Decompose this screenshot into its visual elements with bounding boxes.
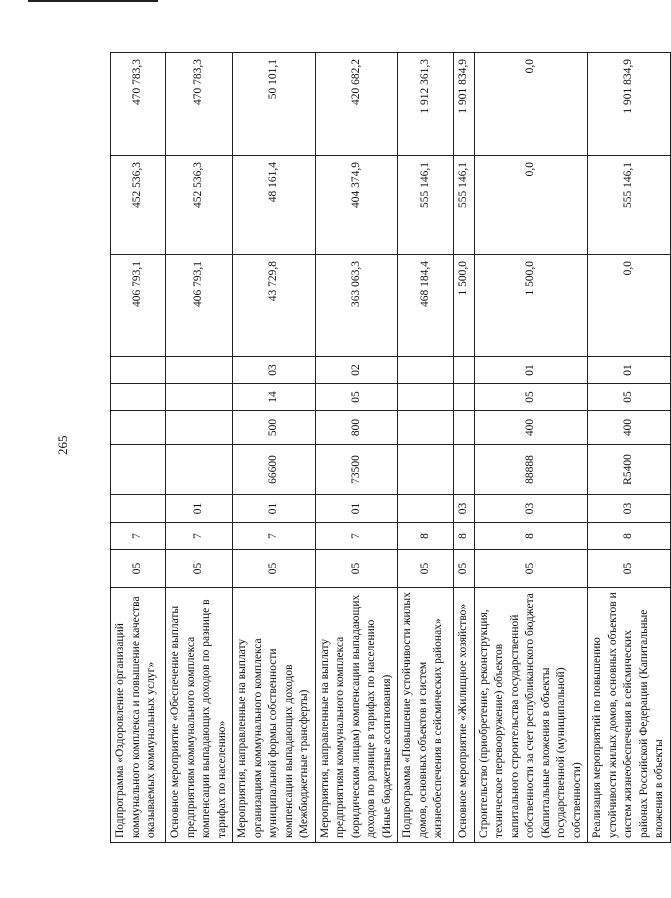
- amount-year1-cell: 406 793,1: [111, 255, 166, 357]
- subprogram-code-cell: 01: [233, 495, 316, 523]
- amount-year3-cell: 1 912 361,3: [398, 53, 454, 156]
- row-name-cell: Мероприятия, направленные на выплату предприятиям коммунального комплекса (юридическим лицам) компенсации выпадающих доходов по разнице в тарифах по населению (Иные бюджетные ассигнования): [315, 588, 398, 843]
- table-row: [588, 53, 671, 843]
- amount-year2-cell: 0,0: [474, 156, 588, 255]
- page-number: 265: [55, 435, 70, 455]
- section-cell: 05: [588, 384, 671, 411]
- program-code-cell: 8: [454, 523, 475, 550]
- section-code-cell: 05: [588, 550, 671, 588]
- expense-type-cell: 500: [233, 411, 316, 445]
- section-code-cell: 05: [474, 550, 588, 588]
- amount-year2-cell: 555 146,1: [588, 156, 671, 255]
- rotated-budget-table-container: [110, 53, 666, 843]
- amount-year1-cell: 363 063,3: [315, 255, 398, 357]
- row-name-cell: Реализация мероприятий по повышению устойчивости жилых домов, основных объектов и систем жизнеобеспечения в сейсмических районах Российской Федерации (Капитальные вложения в объекты: [588, 588, 671, 843]
- expense-type-cell: [111, 411, 166, 445]
- amount-year2-cell: 404 374,9: [315, 156, 398, 255]
- program-code-cell: 8: [588, 523, 671, 550]
- subprogram-code-cell: [111, 495, 166, 523]
- section-code-cell: 05: [111, 550, 166, 588]
- table-row: [315, 53, 398, 843]
- expense-type-cell: 400: [588, 411, 671, 445]
- target-article-cell: 66600: [233, 445, 316, 495]
- row-name-cell: Подпрограмма «Повышение устойчивости жилых домов, основных объектов и систем жизнеобеспечения в сейсмических районах»: [398, 588, 454, 843]
- section-code-cell: 05: [454, 550, 475, 588]
- subprogram-code-cell: 03: [588, 495, 671, 523]
- row-name-cell: Подпрограмма «Оздоровление организаций коммунального комплекса и повышение качества оказываемых коммунальных услуг»: [111, 588, 166, 843]
- expense-type-cell: 800: [315, 411, 398, 445]
- amount-year2-cell: 48 161,4: [233, 156, 316, 255]
- subsection-cell: [454, 357, 475, 384]
- amount-year3-cell: 470 783,3: [111, 53, 166, 156]
- program-code-cell: 7: [111, 523, 166, 550]
- expense-type-cell: 400: [474, 411, 588, 445]
- section-code-cell: 05: [233, 550, 316, 588]
- amount-year2-cell: 452 536,3: [166, 156, 233, 255]
- table-row: [111, 53, 166, 843]
- expense-type-cell: [166, 411, 233, 445]
- program-code-cell: 7: [166, 523, 233, 550]
- subsection-cell: 03: [233, 357, 316, 384]
- section-cell: [398, 384, 454, 411]
- target-article-cell: R5400: [588, 445, 671, 495]
- section-cell: [111, 384, 166, 411]
- row-name-cell: Основное мероприятие «Обеспечение выплаты предприятиям коммунального комплекса компенсации выпадающих доходов по разнице в тарифах по населению»: [166, 588, 233, 843]
- amount-year2-cell: 555 146,1: [398, 156, 454, 255]
- subsection-cell: 02: [315, 357, 398, 384]
- subprogram-code-cell: 03: [474, 495, 588, 523]
- amount-year1-cell: 0,0: [588, 255, 671, 357]
- subprogram-code-cell: [398, 495, 454, 523]
- amount-year3-cell: 420 682,2: [315, 53, 398, 156]
- amount-year3-cell: 470 783,3: [166, 53, 233, 156]
- amount-year1-cell: 43 729,8: [233, 255, 316, 357]
- target-article-cell: 88888: [474, 445, 588, 495]
- target-article-cell: [111, 445, 166, 495]
- section-cell: 05: [474, 384, 588, 411]
- amount-year1-cell: 1 500,0: [454, 255, 475, 357]
- subprogram-code-cell: 01: [315, 495, 398, 523]
- amount-year1-cell: 406 793,1: [166, 255, 233, 357]
- amount-year1-cell: 1 500,0: [474, 255, 588, 357]
- top-edge-line: [28, 0, 158, 2]
- row-name-cell: Основное мероприятие «Жилищное хозяйство»: [454, 588, 475, 843]
- program-code-cell: 8: [398, 523, 454, 550]
- target-article-cell: [454, 445, 475, 495]
- amount-year2-cell: 452 536,3: [111, 156, 166, 255]
- table-row: [454, 53, 475, 843]
- section-cell: 05: [315, 384, 398, 411]
- table-row: [474, 53, 588, 843]
- subsection-cell: 01: [588, 357, 671, 384]
- amount-year1-cell: 468 184,4: [398, 255, 454, 357]
- program-code-cell: 7: [233, 523, 316, 550]
- target-article-cell: [166, 445, 233, 495]
- amount-year3-cell: 50 101,1: [233, 53, 316, 156]
- program-code-cell: 7: [315, 523, 398, 550]
- amount-year3-cell: 1 901 834,9: [588, 53, 671, 156]
- expense-type-cell: [398, 411, 454, 445]
- amount-year3-cell: 0,0: [474, 53, 588, 156]
- expense-type-cell: [454, 411, 475, 445]
- section-code-cell: 05: [398, 550, 454, 588]
- row-name-cell: Строительство (приобретение, реконструкция, техническое перевооружение) объектов капитального строительства государственной собственности за счет республиканского бюджета (Капитальные вложения в объекты государственной (муниципальной) собственности): [474, 588, 588, 843]
- section-code-cell: 05: [166, 550, 233, 588]
- subsection-cell: 01: [474, 357, 588, 384]
- program-code-cell: 8: [474, 523, 588, 550]
- target-article-cell: [398, 445, 454, 495]
- subprogram-code-cell: 03: [454, 495, 475, 523]
- subsection-cell: [398, 357, 454, 384]
- budget-table: [110, 52, 671, 843]
- amount-year2-cell: 555 146,1: [454, 156, 475, 255]
- amount-year3-cell: 1 901 834,9: [454, 53, 475, 156]
- subprogram-code-cell: 01: [166, 495, 233, 523]
- table-row: [398, 53, 454, 843]
- row-name-cell: Мероприятия, направленные на выплату организациям коммунального комплекса муниципальной формы собственности компенсации выпадающих доходов (Межбюджетные трансферты): [233, 588, 316, 843]
- section-code-cell: 05: [315, 550, 398, 588]
- section-cell: 14: [233, 384, 316, 411]
- section-cell: [454, 384, 475, 411]
- target-article-cell: 73500: [315, 445, 398, 495]
- section-cell: [166, 384, 233, 411]
- table-row: [233, 53, 316, 843]
- subsection-cell: [111, 357, 166, 384]
- subsection-cell: [166, 357, 233, 384]
- budget-table-body: [111, 53, 671, 843]
- table-row: [166, 53, 233, 843]
